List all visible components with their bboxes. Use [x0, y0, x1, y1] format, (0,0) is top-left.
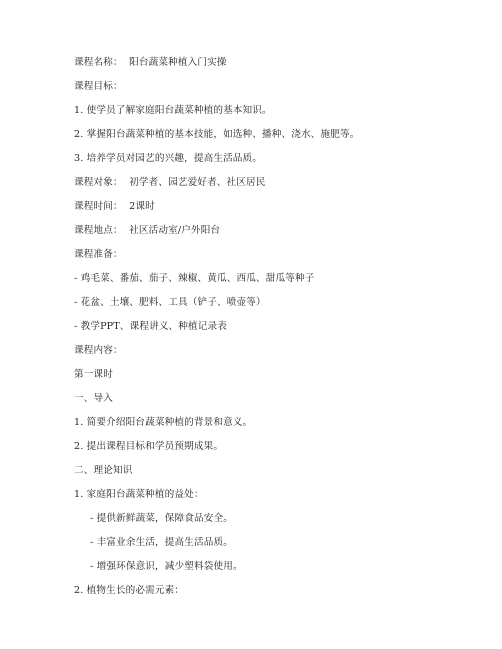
preparation-item-materials: - 教学PPT、课程讲义、种植记录表 — [74, 321, 228, 332]
benefit-item-3: - 增强环保意识，减少塑料袋使用。 — [90, 561, 243, 572]
course-audience-line: 课程对象： 初学者、园艺爱好者、社区居民 — [74, 177, 266, 188]
theory-item-2: 2. 植物生长的必需元素： — [74, 585, 185, 596]
benefit-item-1: - 提供新鲜蔬菜，保障食品安全。 — [90, 513, 234, 524]
preparation-item-tools: - 花盆、土壤、肥料、工具（铲子、喷壶等） — [74, 297, 266, 308]
course-name-line: 课程名称： 阳台蔬菜种植入门实操 — [74, 57, 227, 68]
session-1-heading: 第一课时 — [74, 369, 113, 380]
benefit-item-2: - 丰富业余生活，提高生活品质。 — [90, 537, 234, 548]
goal-item-3: 3. 培养学员对园艺的兴趣，提高生活品质。 — [74, 153, 263, 164]
goal-item-1: 1. 使学员了解家庭阳台蔬菜种植的基本知识。 — [74, 105, 272, 116]
intro-item-1: 1. 简要介绍阳台蔬菜种植的背景和意义。 — [74, 417, 253, 428]
section-theory-heading: 二、理论知识 — [74, 465, 133, 476]
section-intro-heading: 一、导入 — [74, 393, 113, 404]
course-goals-heading: 课程目标： — [74, 81, 123, 92]
course-preparation-heading: 课程准备： — [74, 249, 123, 260]
course-content-heading: 课程内容： — [74, 345, 123, 356]
course-location-line: 课程地点： 社区活动室/户外阳台 — [74, 225, 221, 236]
theory-item-1: 1. 家庭阳台蔬菜种植的益处： — [74, 489, 204, 500]
goal-item-2: 2. 掌握阳台蔬菜种植的基本技能，如选种、播种、浇水、施肥等。 — [74, 129, 360, 140]
course-time-line: 课程时间： 2课时 — [74, 201, 155, 212]
intro-item-2: 2. 提出课程目标和学员预期成果。 — [74, 441, 224, 452]
preparation-item-seeds: - 鸡毛菜、番茄、茄子、辣椒、黄瓜、西瓜、甜瓜等种子 — [74, 273, 315, 284]
